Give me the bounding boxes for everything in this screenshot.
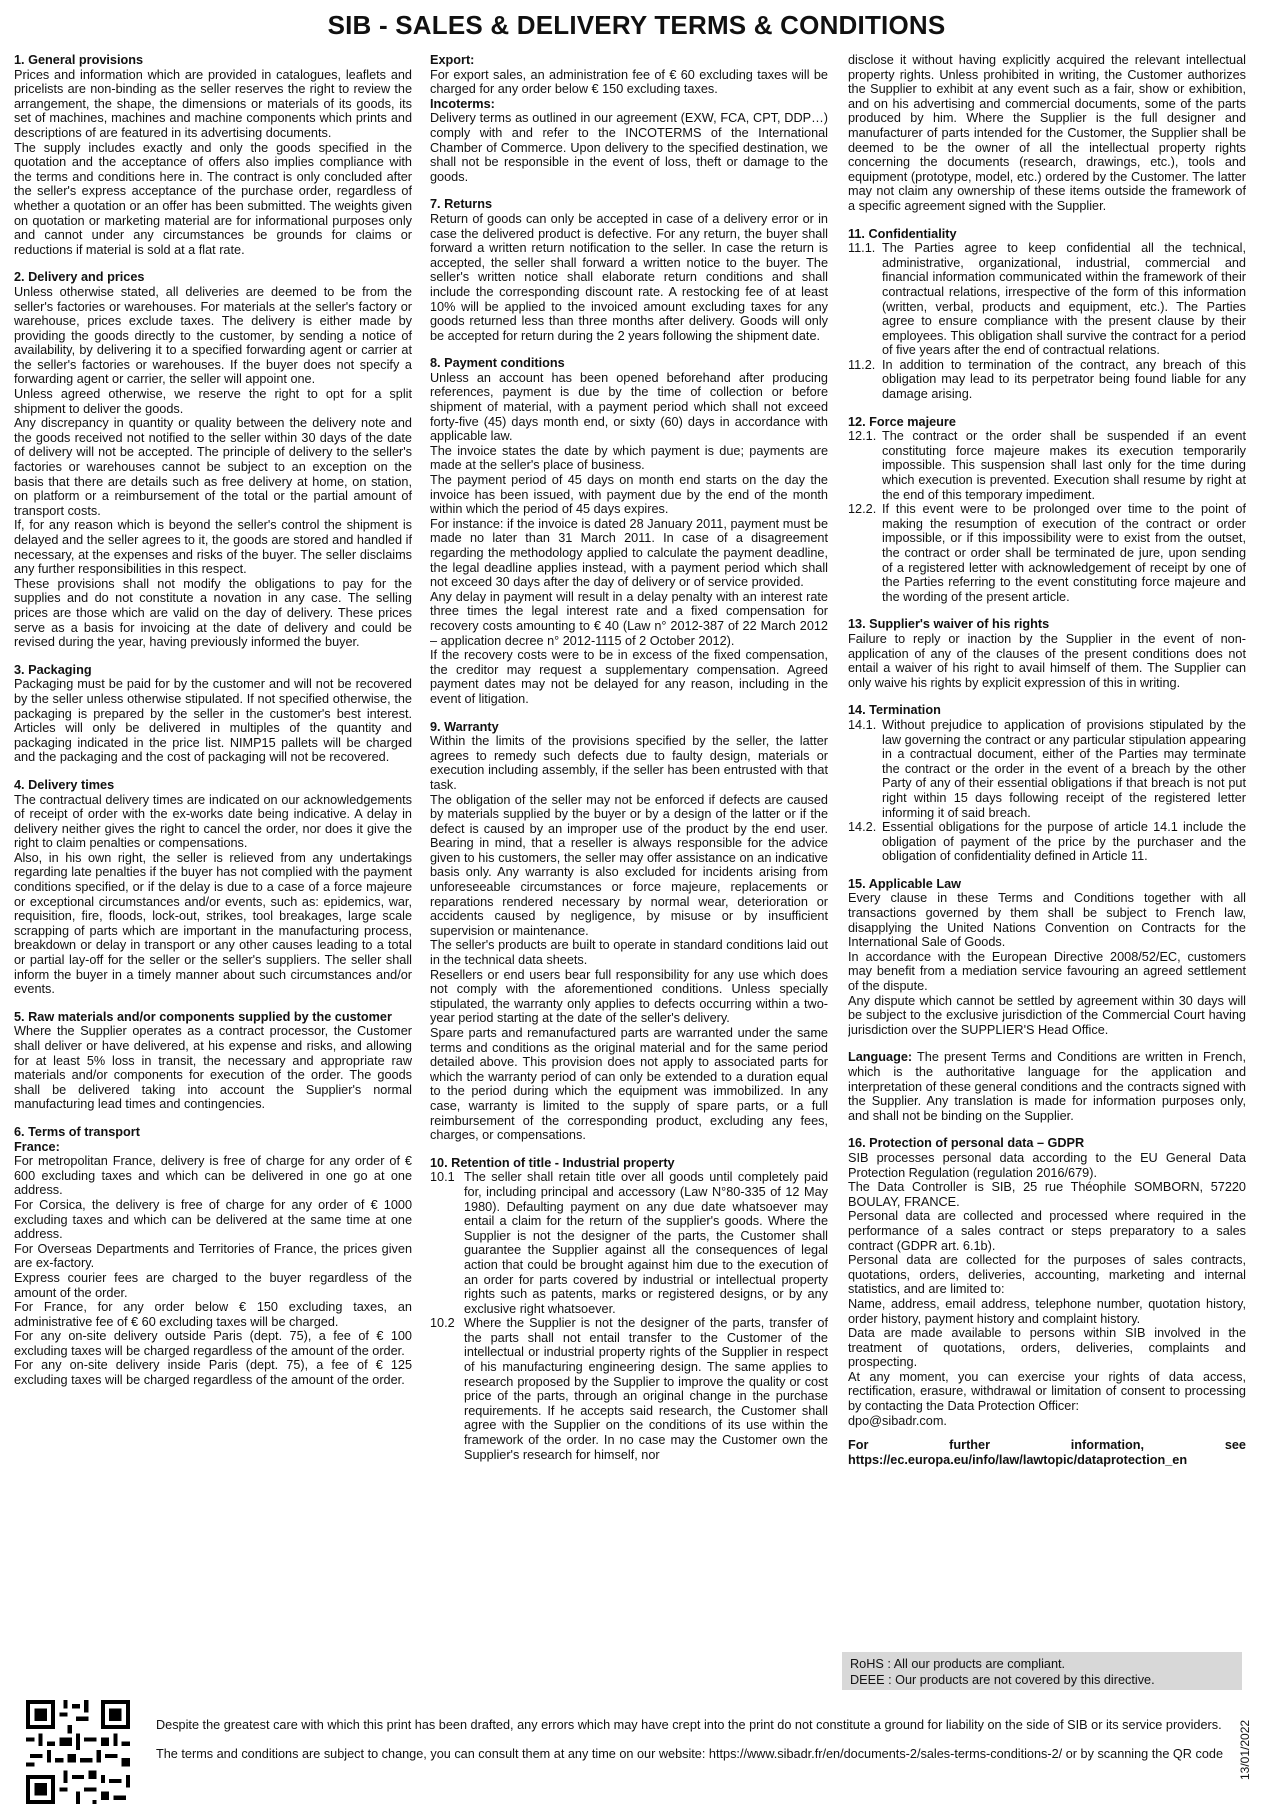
clause-number: 11.2. <box>848 357 876 372</box>
column-1 <box>14 53 412 1683</box>
paragraph: For any on-site delivery inside Paris (dept. 75), a fee of € 125 excluding taxes will be charged regardless of the amount of the order. <box>14 1358 412 1388</box>
section <box>430 197 828 343</box>
section-heading: 11. Confidentiality <box>848 226 957 241</box>
paragraph: For any on-site delivery outside Paris (dept. 75), a fee of € 100 excluding taxes will be charged regardless of the amount of the order. <box>14 1329 412 1358</box>
section-heading: 4. Delivery times <box>14 777 115 792</box>
paragraph: These provisions shall not modify the obligations to pay for the supplies and do not constitute a novation in any case. The selling prices are those which are valid on the day of delivery. These prices serve as a basis for invoicing at the date of delivery and could be revised during the year, having previously informed the buyer. <box>14 576 412 650</box>
paragraph: Within the limits of the provisions specified by the seller, the latter agrees to remedy such defects due to faulty design, materials or execution including assembly, if the seller has been entrusted with that task. <box>430 734 828 792</box>
paragraph: The invoice states the date by which payment is due; payments are made at the seller's place of business. <box>430 443 828 473</box>
paragraph: Return of goods can only be accepted in case of a delivery error or in case the delivered product is defective. For any return, the buyer shall forward a written return notification to the seller. In case the return is accepted, the seller shall forward a written notice to the buyer. The seller's written notice shall elaborate return conditions and shall include the corresponding discount rate. A restocking fee of at least 10% will be applied to the invoiced amount excluding taxes for any goods returned less than three months after delivery. Goods will only be accepted for return during the 2 years following the shipment date. <box>430 211 828 343</box>
paragraph: disclose it without having explicitly acquired the relevant intellectual property rights. Unless prohibited in writing, the Customer authorizes the Supplier to exhibit at any event such as a fair, show or exhibition, and on his advertising and commercial documents, some of the parts produced by him. Where the Supplier is the full designer and manufacturer of parts intended for the Customer, the Supplier shall be deemed to be the owner of all the intellectual property rights concerning the documents (research, drawings, etc.), tools and equipment (prototype, model, etc.) ordered by the Customer. The latter may not claim any ownership of these items outside the framework of a specific agreement signed with the Supplier. <box>848 53 1246 213</box>
clause-number: 12.1. <box>848 429 877 444</box>
section-heading: 12. Force majeure <box>848 414 956 429</box>
paragraph: The Data Controller is SIB, 25 rue Théophile SOMBORN, 57220 BOULAY, FRANCE. <box>848 1180 1246 1209</box>
numbered-clause <box>430 1170 828 1316</box>
paragraph: The contractual delivery times are indicated on our acknowledgements of receipt of order with the ex-works date being indicative. A delay in delivery neither gives the right to cancel the order, nor does it give the right to claim penalties or compensations. <box>14 792 412 851</box>
paragraph: Resellers or end users bear full responsibility for any use which does not comply with the aforementioned conditions. Unless specially stipulated, the warranty only applies to defects occurring within a two-year period starting at the date of the seller's delivery. <box>430 967 828 1026</box>
paragraph: Delivery terms as outlined in our agreement (EXW, FCA, CPT, DDP…) comply with and refer to the INCOTERMS of the International Chamber of Commerce. Upon delivery to the specified destination, we shall not be responsible in the event of loss, theft or damage to the goods. <box>430 111 828 184</box>
section <box>14 663 412 765</box>
terms-change-note: The terms and conditions are subject to change, you can consult them at any time on our website: https://www.sibadr.fr/en/documents-2/sales-terms-conditions-2/ or by scanning the QR code <box>156 1746 1223 1761</box>
clause-text: The seller shall retain title over all goods until completely paid for, including principal and accessory (Law N°80-335 of 12 May 1980). Defaulting payment on any due date whatsoever may entail a claim for the return of the supplier's goods. Where the Supplier is not the designer of the parts, the Customer shall guarantee the Supplier against all the consequences of legal action that could be brought against him due to the execution of an order for parts covered by industrial or intellectual property rights such as patents, marks or registered designs, or by any exclusive right whatsoever. <box>464 1170 828 1316</box>
paragraph: For Overseas Departments and Territories of France, the prices given are ex-factory. <box>14 1241 412 1271</box>
clause-text: Where the Supplier is not the designer of the parts, transfer of the parts shall not entail transfer to the Customer of the intellectual or industrial property rights of the Supplier in respect of his manufacturing engineering design. The same applies to research proposed by the Supplier to improve the quality or cost price of the parts, through an original change in the purchase requirements. If he accepts said research, the Customer shall agree with the Supplier on the conditions of its use within the framework of the order. In no case may the Customer own the Supplier's research for himself, nor <box>464 1316 828 1462</box>
clause-text: The Parties agree to keep confidential all the technical, administrative, organizational, industrial, commercial and financial information communicated within the framework of their contractual relations, irrespective of the form of this information (written, verbal, products and equipment, etc.). The Parties agree to ensure compliance with the present clause by their employees. This obligation shall survive the contract for a period of five years after the end of contractual relations. <box>882 241 1246 358</box>
column-2 <box>430 53 828 1683</box>
section <box>848 1136 1246 1467</box>
paragraph: Personal data are collected for the purposes of sales contracts, quotations, orders, deliveries, accounting, marketing and internal statistics, and are limited to: <box>848 1253 1246 1297</box>
paragraph: Spare parts and remanufactured parts are warranted under the same terms and conditions as the original material and for the same period detailed above. This provision does not apply to associated parts for which the warranty period of can only be extended to a duration equal to the period during which the equipment was immobilized. In any case, warranty is limited to the supply of spare parts, or a full reimbursement of the corresponding product, excluding any fees, charges, or compensations. <box>430 1026 828 1143</box>
paragraph <box>848 1050 1246 1123</box>
numbered-clause <box>430 1316 828 1462</box>
section-heading: 7. Returns <box>430 197 493 212</box>
paragraph: For export sales, an administration fee of € 60 excluding taxes will be charged for any order below € 150 excluding taxes. <box>430 67 828 97</box>
section <box>14 1125 412 1388</box>
section <box>848 227 1246 402</box>
section <box>848 877 1246 1038</box>
rohs-line: RoHS : All our products are compliant. <box>850 1657 1066 1671</box>
paragraph: Express courier fees are charged to the buyer regardless of the amount of the order. <box>14 1270 412 1300</box>
paragraph: Unless otherwise stated, all deliveries are deemed to be from the seller's factories or warehouses. For materials at the seller's factory or warehouse, prices exclude taxes. The delivery is either made by providing the goods directly to the customer, by sending a notice of availability, by delivering it to a specified forwarding agent or carrier at the seller's factories or warehouses. If the buyer does not specify a forwarding agent or carrier, the seller will appoint one. <box>14 284 412 387</box>
paragraph: For France, for any order below € 150 excluding taxes, an administrative fee of € 60 excluding taxes will be charged. <box>14 1300 412 1329</box>
section-heading: Export: <box>430 53 475 67</box>
numbered-clause <box>848 718 1246 820</box>
paragraph: Personal data are collected and processed where required in the performance of a sales contract or steps preparatory to a sales contract (GDPR art. 6.1b). <box>848 1209 1246 1253</box>
section <box>848 1050 1246 1123</box>
numbered-clause <box>848 358 1246 402</box>
clause-number: 10.1 <box>430 1170 455 1185</box>
paragraph: For instance: if the invoice is dated 28 January 2011, payment must be made no later than 31 March 2011. In case of a disagreement regarding the methodology applied to calculate the payment deadline, the legal deadline applies instead, with a payment period which shall not exceed 30 days after the day of delivery or of service provided. <box>430 516 828 590</box>
section <box>848 617 1246 690</box>
numbered-clause <box>848 502 1246 604</box>
section <box>848 53 1246 214</box>
section <box>14 1010 412 1112</box>
numbered-clause <box>848 429 1246 502</box>
rohs-notice <box>842 1652 1242 1690</box>
section <box>14 53 412 257</box>
paragraph: dpo@sibadr.com. <box>848 1413 947 1428</box>
section-heading: 15. Applicable Law <box>848 876 962 891</box>
qr-code-icon[interactable] <box>26 1700 130 1804</box>
section-heading: 9. Warranty <box>430 719 499 734</box>
paragraph: Also, in his own right, the seller is relieved from any undertakings regarding late penalties if the buyer has not complied with the payment conditions specified, or if the delay is due to a case of a force majeure or exceptional circumstances and/or events, such as: epidemics, war, requisition, fire, floods, lock-out, strikes, tool breakages, large scale scrapping of parts which are important in the manufacturing process, breakdown or delay in transport or any other causes leading to a total or partial lay-off for the seller or the seller's suppliers. The seller shall inform the buyer in a timely manner about such circumstances and/or events. <box>14 850 412 997</box>
subheading: France: <box>14 1139 60 1154</box>
clause-text: In addition to termination of the contract, any breach of this obligation may lead to its perpetrator being found liable for any damage arising. <box>882 357 1246 402</box>
section <box>430 53 828 184</box>
clause-number: 14.2. <box>848 820 877 835</box>
section-heading: 13. Supplier's waiver of his rights <box>848 617 1050 632</box>
paragraph: Prices and information which are provided in catalogues, leaflets and pricelists are non-binding as the seller reserves the right to review the arrangement, the shape, the dimensions or materials of its goods, its set of machines, machines and machine components which prints and descriptions of are featured in its advertising documents. <box>14 67 412 140</box>
paragraph: Every clause in these Terms and Conditions together with all transactions governed by them shall be subject to French law, disapplying the United Nations Convention on Contracts for the International Sale of Goods. <box>848 891 1246 950</box>
paragraph-text: The present Terms and Conditions are written in French, which is the authoritative language for the application and interpretation of these general conditions and the contracts signed with the Supplier. Any translation is made for information purposes only, and shall not be binding on the Supplier. <box>848 1050 1246 1123</box>
paragraph: Name, address, email address, telephone number, quotation history, order history, payment history and complaint history. <box>848 1296 1246 1326</box>
paragraph: At any moment, you can exercise your rights of data access, rectification, erasure, withdrawal or limitation of consent to processing by contacting the Data Protection Officer: <box>848 1369 1246 1414</box>
section-heading: 5. Raw materials and/or components supplied by the customer <box>14 1009 392 1024</box>
paragraph: Data are made available to persons within SIB involved in the treatment of quotations, orders, deliveries, complaints and prospecting. <box>848 1326 1246 1370</box>
paragraph: Packaging must be paid for by the customer and will not be recovered by the seller unless otherwise stipulated. If not specified otherwise, the packaging is prepared by the seller in the customer's best interest. Articles will only be delivered in multiples of the quantity and packaging indicated in the price list. NIMP15 pallets will be charged and the packaging and the cost of packaging will not be recovered. <box>14 677 412 765</box>
paragraph: Any delay in payment will result in a delay penalty with an interest rate three times the legal interest rate and a fixed compensation for recovery costs amounting to € 40 (Law n° 2012-387 of 22 March 2012 – application decree n° 2012-1115 of 2 October 2012). <box>430 589 828 648</box>
paragraph: Any dispute which cannot be settled by agreement within 30 days will be subject to the exclusive jurisdiction of the Commercial Court having jurisdiction over the SUPPLIER'S Head Office. <box>848 993 1246 1037</box>
paragraph: Unless an account has been opened beforehand after producing references, payment is due by the time of collection or before shipment of material, with a payment period which shall not exceed forty-five (45) days month end, or sixty (60) days in accordance with applicable law. <box>430 370 828 444</box>
section <box>430 356 828 706</box>
deee-line: DEEE : Our products are not covered by this directive. <box>850 1673 1155 1687</box>
paragraph: For Corsica, the delivery is free of charge for any order of € 1000 excluding taxes and which can be delivered at the same time at one address. <box>14 1197 412 1242</box>
section <box>848 703 1246 864</box>
clause-number: 11.1. <box>848 241 876 256</box>
section-heading: 6. Terms of transport <box>14 1124 140 1139</box>
clause-number: 14.1. <box>848 717 877 732</box>
paragraph: SIB processes personal data according to the EU General Data Protection Regulation (regulation 2016/679). <box>848 1150 1246 1180</box>
paragraph: Where the Supplier operates as a contract processor, the Customer shall deliver or have delivered, at his expense and risks, and allowing for at least 5% loss in transit, the necessary and appropriate raw materials and/or components for execution of the order. The goods shall be delivered taking into account the Supplier's normal manufacturing lead times and contingencies. <box>14 1024 412 1112</box>
section <box>848 415 1246 605</box>
clause-text: Without prejudice to application of provisions stipulated by the law governing the contract or any particular stipulation appearing in a contractual document, either of the Parties may terminate the contract or the order in the event of a breach by the other Party of any of their essential obligations if that breach is not put right within 15 days following receipt of the registered letter informing it of said breach. <box>882 717 1246 820</box>
print-date: 13/01/2022 <box>1238 1719 1252 1781</box>
clause-number: 10.2 <box>430 1316 455 1331</box>
paragraph: For metropolitan France, delivery is free of charge for any order of € 600 excluding taxes and which can be delivered in one go at one address. <box>14 1154 412 1198</box>
section <box>430 1156 828 1462</box>
section-heading: 10. Retention of title - Industrial property <box>430 1155 675 1170</box>
footer <box>14 1700 1254 1800</box>
paragraph: Failure to reply or inaction by the Supplier in the event of non-application of any of the clauses of the present conditions does not entail a waiver of his right to avail himself of them. The Supplier can only waive his rights by explicit expression of this in writing. <box>848 631 1246 690</box>
paragraph: In accordance with the European Directive 2008/52/EC, customers may benefit from a mediation service favouring an agreed settlement of the dispute. <box>848 949 1246 994</box>
paragraph: The seller's products are built to operate in standard conditions laid out in the technical data sheets. <box>430 938 828 968</box>
paragraph: The supply includes exactly and only the goods specified in the quotation and the acceptance of offers also implies compliance with the terms and conditions here in. The contract is only concluded after the seller's express acceptance of the purchase order, regardless of whether a quotation or an offer has been submitted. The weights given on quotation or marketing material are for informational purposes only and cannot under any circumstances be grounds for claims or reductions if material is sold at a flat rate. <box>14 140 412 257</box>
section-heading: 3. Packaging <box>14 662 92 677</box>
section <box>14 778 412 997</box>
column-3 <box>848 53 1246 1683</box>
section-heading: Incoterms: <box>430 96 495 111</box>
section <box>430 720 828 1143</box>
section-heading: 14. Termination <box>848 703 941 718</box>
clause-text: If this event were to be prolonged over time to the point of making the resumption of execution of the contract or order impossible, or if this impossibility were to exist from the outset, the contract or order shall be terminated de jure, upon sending of a registered letter with acknowledgement of receipt by one of the Parties referring to the event constituting force majeure and the wording of the present article. <box>882 502 1246 604</box>
paragraph: Unless agreed otherwise, we reserve the right to opt for a split shipment to deliver the goods. <box>14 387 412 416</box>
clause-number: 12.2. <box>848 502 877 517</box>
paragraph: Any discrepancy in quantity or quality between the delivery note and the goods received not notified to the seller within 30 days of the date of delivery will not be accepted. The principle of delivery to the seller's factories or warehouses cannot be subject to an exception on the basis that there are details such as free delivery at home, on station, on platform or a reimbursement of the total or the partial amount of transport costs. <box>14 416 412 518</box>
page-title: SIB - SALES & DELIVERY TERMS & CONDITIONS <box>327 10 946 40</box>
paragraph: If the recovery costs were to be in excess of the fixed compensation, the creditor may request a supplementary compensation. Agreed payment dates may not be delayed for any reason, including in the event of litigation. <box>430 648 828 706</box>
numbered-clause <box>848 820 1246 864</box>
paragraph: If, for any reason which is beyond the seller's control the shipment is delayed and the seller agrees to it, the goods are stored and handled if necessary, at the expenses and risks of the buyer. The seller disclaims any further responsibilities in this respect. <box>14 518 412 577</box>
clause-text: Essential obligations for the purpose of article 14.1 include the obligation of payment of the price by the purchaser and the obligation of confidentiality defined in Article 11. <box>882 820 1246 864</box>
paragraph: The payment period of 45 days on month end starts on the day the invoice has been issued, with payment due by the end of the month within which the period of 45 days expires. <box>430 473 828 517</box>
further-info: For further information, see https://ec.europa.eu/info/law/lawtopic/dataprotection_en <box>848 1438 1246 1467</box>
paragraph: The obligation of the seller may not be enforced if defects are caused by materials supplied by the buyer or by a design of the latter or if the defect is caused by an improper use of the product by the end user. Bearing in mind, that a reseller is always responsible for the advice given to his customers, the seller may offer assistance on an indicative basis only. Any warranty is also excluded for incidents arising from unforeseeable circumstances or force majeure, replacements or reparations rendered necessary by normal wear, deterioration or accidents caused by negligence, by misuse or by insufficient supervision or maintenance. <box>430 792 828 938</box>
footer-text <box>156 1718 1236 1775</box>
clause-text: The contract or the order shall be suspended if an event constituting force majeure makes its execution temporarily impossible. This suspension shall last only for the time during which execution is prevented. Execution shall resume by right at the end of this temporary impediment. <box>882 429 1246 502</box>
section-heading: 8. Payment conditions <box>430 356 565 371</box>
disclaimer: Despite the greatest care with which this print has been drafted, any errors which may have crept into the print do not constitute a ground for liability on the side of SIB or its service providers. <box>156 1718 1222 1732</box>
numbered-clause <box>848 241 1246 358</box>
section-heading: 1. General provisions <box>14 53 144 67</box>
section-heading: 2. Delivery and prices <box>14 270 145 285</box>
lead-label: Language: <box>848 1050 913 1065</box>
section-heading: 16. Protection of personal data – GDPR <box>848 1136 1085 1151</box>
section <box>14 270 412 649</box>
